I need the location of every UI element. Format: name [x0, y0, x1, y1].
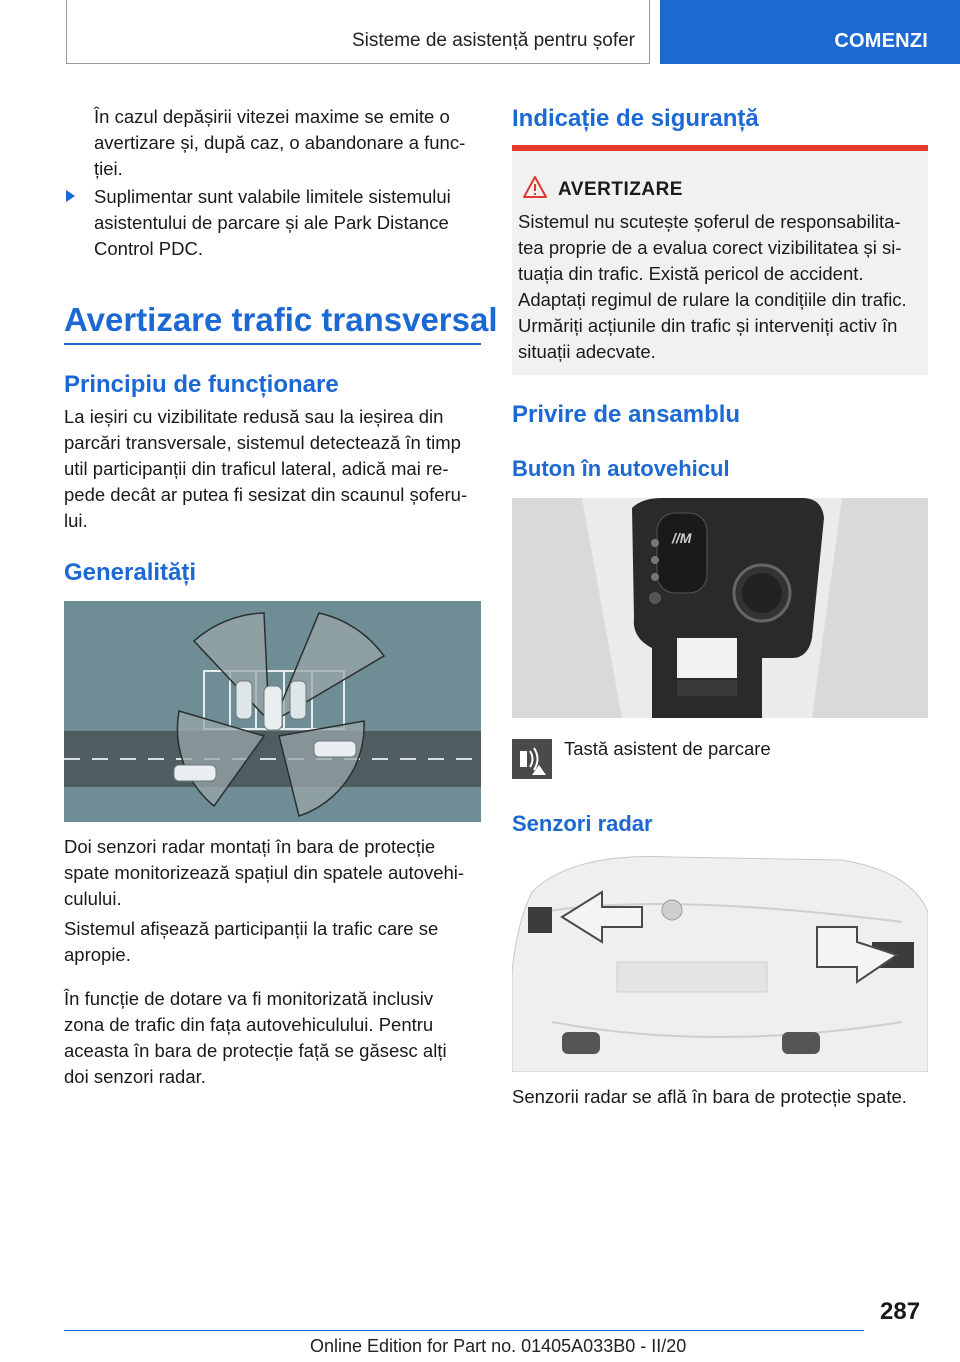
- text-line: aceasta în bara de protecție față se găsesc alți: [64, 1040, 447, 1061]
- button-caption: Tastă asistent de parcare: [564, 738, 771, 759]
- chapter-title: COMENZI: [834, 30, 928, 52]
- text-line: Control PDC.: [94, 238, 203, 259]
- text-line: situații adecvate.: [518, 341, 656, 362]
- text-line: pede decât ar putea fi sesizat din scaunul șoferu-: [64, 484, 468, 505]
- bullet-paragraph: [94, 184, 451, 262]
- cross-traffic-illustration: [64, 601, 481, 822]
- text-line: spate monitorizează spațiul din spatele autovehi-: [64, 862, 465, 883]
- bullet-arrow-icon: [66, 190, 75, 202]
- text-line: Urmăriți acțiunile din trafic și interveniți activ în: [518, 315, 898, 336]
- general-heading: Generalități: [64, 559, 197, 586]
- text-line: lui.: [64, 510, 88, 531]
- text-line: Sistemul afișează participanții la trafic care se: [64, 918, 439, 939]
- rear-bumper-photo: [512, 852, 928, 1072]
- text-line: tea proprie de a evalua corect vizibilitatea și si-: [518, 237, 902, 258]
- text-line: avertizare și, după caz, o abandonare a func-: [94, 132, 466, 153]
- heading-rule: [64, 343, 481, 345]
- edition-text: Online Edition for Part no. 01405A033B0 - II/20: [310, 1336, 687, 1356]
- main-heading: Avertizare trafic transversal: [64, 301, 498, 338]
- general-paragraph-1: [64, 834, 464, 912]
- text-line: În funcție de dotare va fi monitorizată inclusiv: [64, 988, 434, 1009]
- footer-rule: [64, 1330, 864, 1331]
- text-line: Suplimentar sunt valabile limitele sistemului: [94, 186, 451, 207]
- svg-text://M: //M: [672, 530, 692, 546]
- radar-caption: Senzorii radar se află în bara de protecție spate.: [512, 1086, 907, 1107]
- general-paragraph-3: [64, 986, 447, 1090]
- text-line: În cazul depășirii vitezei maxime se emite o: [94, 106, 450, 127]
- principle-paragraph: [64, 404, 467, 534]
- principle-heading: Principiu de funcționare: [64, 371, 339, 398]
- text-line: culului.: [64, 888, 122, 909]
- general-paragraph-2: [64, 916, 438, 968]
- park-assist-button-icon: [512, 739, 552, 779]
- safety-heading: Indicație de siguranță: [512, 105, 759, 132]
- header-section-box: [66, 0, 650, 64]
- text-line: La ieșiri cu vizibilitate redusă sau la ieșirea din: [64, 406, 444, 427]
- text-line: Doi senzori radar montați în bara de protecție: [64, 836, 436, 857]
- button-heading: Buton în autovehicul: [512, 456, 730, 481]
- text-line: util participanții din traficul lateral, adică mai re-: [64, 458, 449, 479]
- text-line: Adaptați regimul de rulare la condițiile din trafic.: [518, 289, 907, 310]
- text-line: zona de trafic din fața autovehiculului. Pentru: [64, 1014, 434, 1035]
- header-chapter-box: [660, 0, 960, 64]
- section-title: Sisteme de asistență pentru șofer: [351, 30, 635, 51]
- speed-limit-paragraph: [94, 104, 465, 182]
- warning-triangle-icon: [522, 175, 548, 199]
- text-line: doi senzori radar.: [64, 1066, 206, 1087]
- text-line: Sistemul nu scutește șoferul de responsabilita-: [518, 211, 901, 232]
- center-console-photo: [512, 498, 928, 718]
- text-line: ției.: [94, 158, 123, 179]
- page-number: 287: [880, 1298, 921, 1325]
- text-line: tuația din trafic. Există pericol de accident.: [518, 263, 864, 284]
- warning-text: [518, 209, 924, 365]
- warning-title: AVERTIZARE: [558, 179, 683, 200]
- radar-heading: Senzori radar: [512, 811, 653, 836]
- warning-box: [512, 145, 928, 375]
- overview-heading: Privire de ansamblu: [512, 401, 741, 428]
- text-line: apropie.: [64, 944, 131, 965]
- text-line: asistentului de parcare și ale Park Distance: [94, 212, 449, 233]
- text-line: parcări transversale, sistemul detectează în timp: [64, 432, 461, 453]
